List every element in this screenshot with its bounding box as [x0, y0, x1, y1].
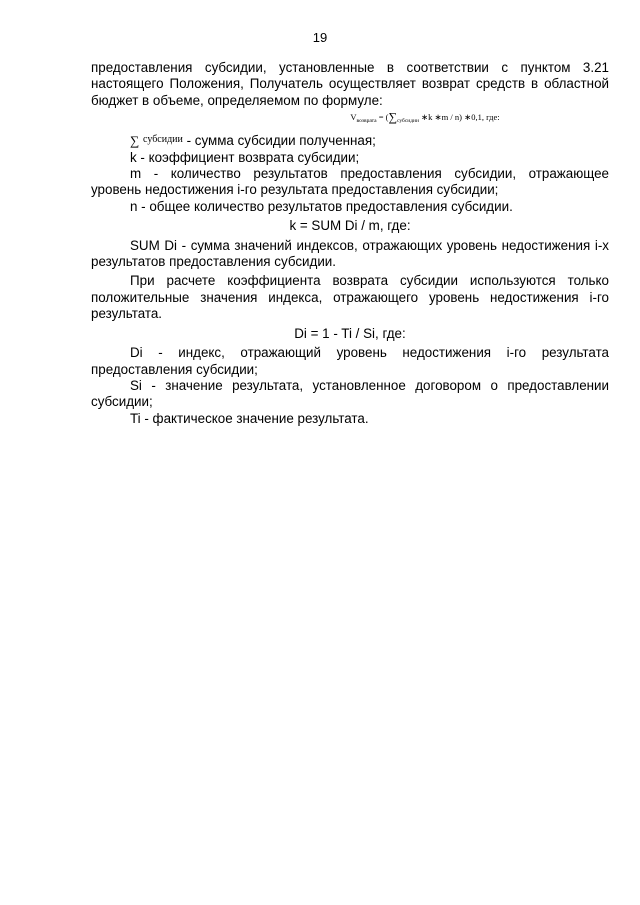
- paragraph-ti: Ti - фактическое значение результата.: [130, 410, 369, 426]
- paragraph-k: k - коэффициент возврата субсидии;: [130, 149, 360, 165]
- formula-di: Di = 1 - Ti / Si, где:: [294, 325, 406, 341]
- document-body: [91, 60, 609, 427]
- paragraph-n: n - общее количество результатов предоставления субсидии.: [130, 198, 513, 214]
- formula-refund: [91, 110, 609, 128]
- formula-v-sub: возврата: [356, 118, 377, 125]
- formula-sigma: ∑: [388, 110, 397, 125]
- formula-sigma-sub: субсидии: [397, 118, 419, 125]
- formula-eq: = (: [376, 112, 389, 123]
- page-number: 19: [312, 30, 328, 45]
- sum-symbol: ∑: [130, 133, 140, 149]
- paragraph-intro: предоставления субсидии, установленные в соответствии с пунктом 3.21 настоящего Положения, Получатель осуществляет возврат средств в областной бюджет в объеме, определяемом по формуле:: [91, 60, 609, 108]
- sum-word: субсидии: [143, 134, 183, 146]
- paragraph-m: m - количество результатов предоставления субсидии, отражающее уровень недостижения i-го результата предоставления субсидии;: [91, 166, 609, 198]
- formula-v: V: [350, 112, 357, 123]
- formula-k: k = SUM Di / m, где:: [289, 218, 411, 234]
- paragraph-sum: [91, 132, 609, 149]
- paragraph-calc: При расчете коэффициента возврата субсидии используются только положительные значения индекса, отражающего уровень недостижения i-го результата.: [91, 273, 609, 322]
- paragraph-si: Si - значение результата, установленное договором о предоставлении субсидии;: [91, 377, 609, 410]
- paragraph-di: Di - индекс, отражающий уровень недостижения i-го результата предоставления субсидии;: [91, 345, 609, 377]
- formula-rest: ∗k ∗m / n) ∗0,1, где:: [418, 112, 500, 123]
- sum-text: - сумма субсидии полученная;: [182, 133, 376, 149]
- paragraph-sum-di: SUM Di - сумма значений индексов, отражающих уровень недостижения i-х результатов предоставления субсидии.: [91, 237, 609, 270]
